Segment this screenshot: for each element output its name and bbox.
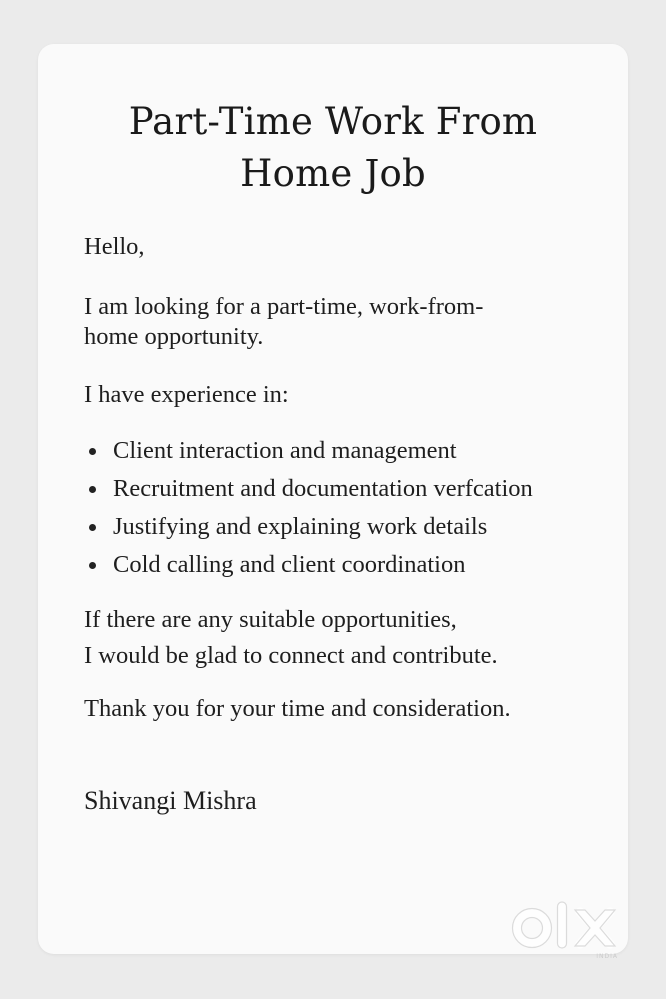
bullet-icon <box>89 486 96 493</box>
bullet-icon <box>89 448 96 455</box>
intro-paragraph <box>84 292 483 352</box>
closing-line-2: I would be glad to connect and contribute. <box>84 642 498 669</box>
bullet-icon <box>89 524 96 531</box>
page-title <box>0 96 666 200</box>
list-item <box>84 470 533 508</box>
signature-name: Shivangi Mishra <box>84 786 257 815</box>
skill-label: Client interaction and management <box>113 437 457 464</box>
olx-logo-watermark <box>510 898 634 962</box>
watermark-subtext: INDIA <box>596 953 618 960</box>
list-item <box>84 432 533 470</box>
experience-heading: I have experience in: <box>84 381 289 408</box>
list-item <box>84 508 533 546</box>
intro-line-1: I am looking for a part-time, work-from- <box>84 293 484 320</box>
thanks-text: Thank you for your time and consideration. <box>84 695 511 722</box>
greeting-text: Hello, <box>84 233 145 260</box>
closing-paragraph <box>84 602 498 674</box>
title-line-2: Home Job <box>240 152 426 195</box>
closing-line-1: If there are any suitable opportunities, <box>84 606 457 633</box>
title-line-1: Part-Time Work From <box>128 100 538 143</box>
intro-line-2: home opportunity. <box>84 323 264 350</box>
skill-label: Recruitment and documentation verfcation <box>113 475 533 502</box>
skills-list <box>84 432 533 584</box>
skill-label: Cold calling and client coordination <box>113 551 466 578</box>
bullet-icon <box>89 562 96 569</box>
list-item <box>84 546 533 584</box>
skill-label: Justifying and explaining work details <box>113 513 488 540</box>
